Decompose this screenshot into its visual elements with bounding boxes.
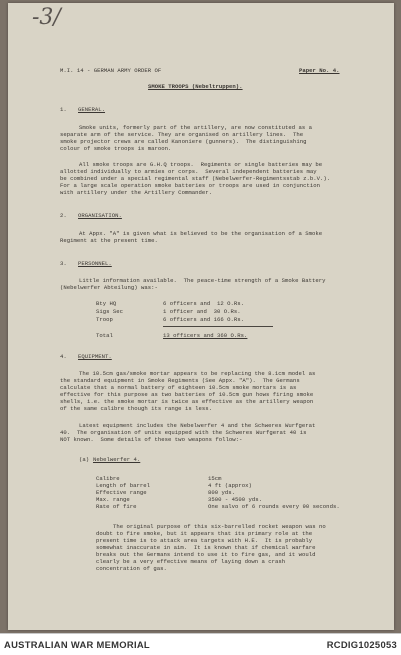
footer-record-id: RCDIG1025053 bbox=[326, 639, 397, 650]
section-2-number: 2. bbox=[60, 212, 67, 219]
section-1-p2-line: For a large scale operation smoke batteries or troops are used in conjunction bbox=[60, 182, 321, 189]
personnel-total-label: Total bbox=[96, 332, 113, 339]
section-1-p1-line: separate arm of the service. They are organised on artillery lines. The bbox=[60, 131, 304, 138]
spec-value: 15cm bbox=[208, 475, 222, 482]
section-1-p2-line: with artillery under the Artillery Commander. bbox=[60, 189, 212, 196]
spec-name: Rate of fire bbox=[96, 503, 137, 510]
header-right: Paper No. 4. bbox=[299, 67, 340, 74]
spec-value: One salvo of 6 rounds every 90 seconds. bbox=[208, 503, 340, 510]
section-4-p2-line: 40. The organisation of units equipped with the Schweres Wurfgerat 40 is bbox=[60, 429, 307, 436]
section-3-heading: PERSONNEL. bbox=[78, 260, 112, 267]
section-2-p1-line: At Appx. "A" is given what is believed to be the organisation of a Smoke bbox=[79, 230, 323, 237]
subsection-a-line: The original purpose of this six-barrelled rocket weapon was no bbox=[113, 523, 326, 530]
spec-name: Max. range bbox=[96, 496, 130, 503]
document-page bbox=[8, 3, 394, 630]
subsection-a-line: clearly be a very effective means of laying down a crash bbox=[96, 558, 286, 565]
handwritten-page-mark: -3/ bbox=[32, 5, 61, 30]
archive-footer bbox=[0, 633, 401, 655]
personnel-row-strength: 6 officers and 166 O.Rs. bbox=[163, 316, 245, 323]
section-4-p2-line: Latest equipment includes the Nebelwerfer 4 and the Schweres Wurfgerat bbox=[79, 422, 316, 429]
section-1-heading: GENERAL. bbox=[78, 106, 106, 113]
section-4-number: 4. bbox=[60, 353, 67, 360]
section-4-p1-line: of the same calibre though its range is less. bbox=[60, 405, 212, 412]
section-1-p1-line: Smoke units, formerly part of the artillery, are now constituted as a bbox=[79, 124, 312, 131]
section-4-p1-line: effective for this purpose as two batteries of 10.5cm gun hows firing smoke bbox=[60, 391, 314, 398]
section-2-p1-line: Regiment at the present time. bbox=[60, 237, 158, 244]
footer-source: AUSTRALIAN WAR MEMORIAL bbox=[4, 639, 150, 650]
spec-name: Effective range bbox=[96, 489, 147, 496]
section-4-p1-line: The 10.5cm gas/smoke mortar appears to be replacing the 8.1cm model as bbox=[79, 370, 316, 377]
spec-value: 3500 - 4500 yds. bbox=[208, 496, 263, 503]
subsection-a-line: somewhat inaccurate in aim. It is known that if chemical warfare bbox=[96, 544, 316, 551]
document-title: SMOKE TROOPS (Nebeltruppen). bbox=[148, 83, 243, 90]
subsection-a-line: doubt to fire smoke, but it appears that its primary role at the bbox=[96, 530, 313, 537]
section-3-p1-line: (Nebelwerfer Abteilung) was:- bbox=[60, 284, 158, 291]
spec-value: 4 ft (approx) bbox=[208, 482, 252, 489]
spec-value: 800 yds. bbox=[208, 489, 236, 496]
section-4-p1-line: shells, i.e. the smoke mortar is twice as effective as the artillery weapon bbox=[60, 398, 314, 405]
section-1-p2-line: allotted individually to armies or corps. Several independent batteries may bbox=[60, 168, 317, 175]
subsection-a-label: (a) bbox=[79, 456, 90, 463]
spec-name: Calibre bbox=[96, 475, 120, 482]
section-4-heading: EQUIPMENT. bbox=[78, 353, 112, 360]
personnel-total-value: 13 officers and 360 O.Rs. bbox=[163, 332, 248, 339]
section-1-p2-line: be combined under a special regimental staff (Nebelwerfer-Regimentsstab z.b.V.). bbox=[60, 175, 331, 182]
personnel-row-unit: Bty HQ bbox=[96, 300, 117, 307]
section-1-p2-line: All smoke troops are G.H.Q troops. Regiments or single batteries may be bbox=[79, 161, 323, 168]
personnel-row-unit: Troop bbox=[96, 316, 113, 323]
section-1-p1-line: smoke projector crews are called Kanoniere (gunners). The distinguishing bbox=[60, 138, 307, 145]
section-4-p1-line: calculate that a normal battery of eighteen 10.5cm smoke mortars is as bbox=[60, 384, 297, 391]
section-1-number: 1. bbox=[60, 106, 67, 113]
header-left: M.I. 14 - GERMAN ARMY ORDER OF bbox=[60, 67, 162, 74]
total-rule bbox=[163, 326, 273, 327]
subsection-a-line: present time is to attack area targets with H.E. It is probably bbox=[96, 537, 313, 544]
section-2-heading: ORGANISATION. bbox=[78, 212, 122, 219]
section-4-p2-line: NOT known. Some details of these two weapons follow:- bbox=[60, 436, 243, 443]
section-3-p1-line: Little information available. The peace-time strength of a Smoke Battery bbox=[79, 277, 326, 284]
subsection-a-line: concentration of gas. bbox=[96, 565, 167, 572]
section-4-p1-line: the standard equipment in Smoke Regiments (See Appx. "A"). The Germans bbox=[60, 377, 300, 384]
spec-name: Length of barrel bbox=[96, 482, 151, 489]
personnel-row-strength: 1 officer and 30 O.Rs. bbox=[163, 308, 241, 315]
section-1-p1-line: colour of smoke troops is maroon. bbox=[60, 145, 172, 152]
personnel-row-strength: 6 officers and 12 O.Rs. bbox=[163, 300, 245, 307]
subsection-a-heading: Nebelwerfer 4. bbox=[93, 456, 141, 463]
personnel-row-unit: Sigs Sec bbox=[96, 308, 124, 315]
section-3-number: 3. bbox=[60, 260, 67, 267]
subsection-a-line: breaks out the Germans intend to use it to fire gas, and it would bbox=[96, 551, 316, 558]
